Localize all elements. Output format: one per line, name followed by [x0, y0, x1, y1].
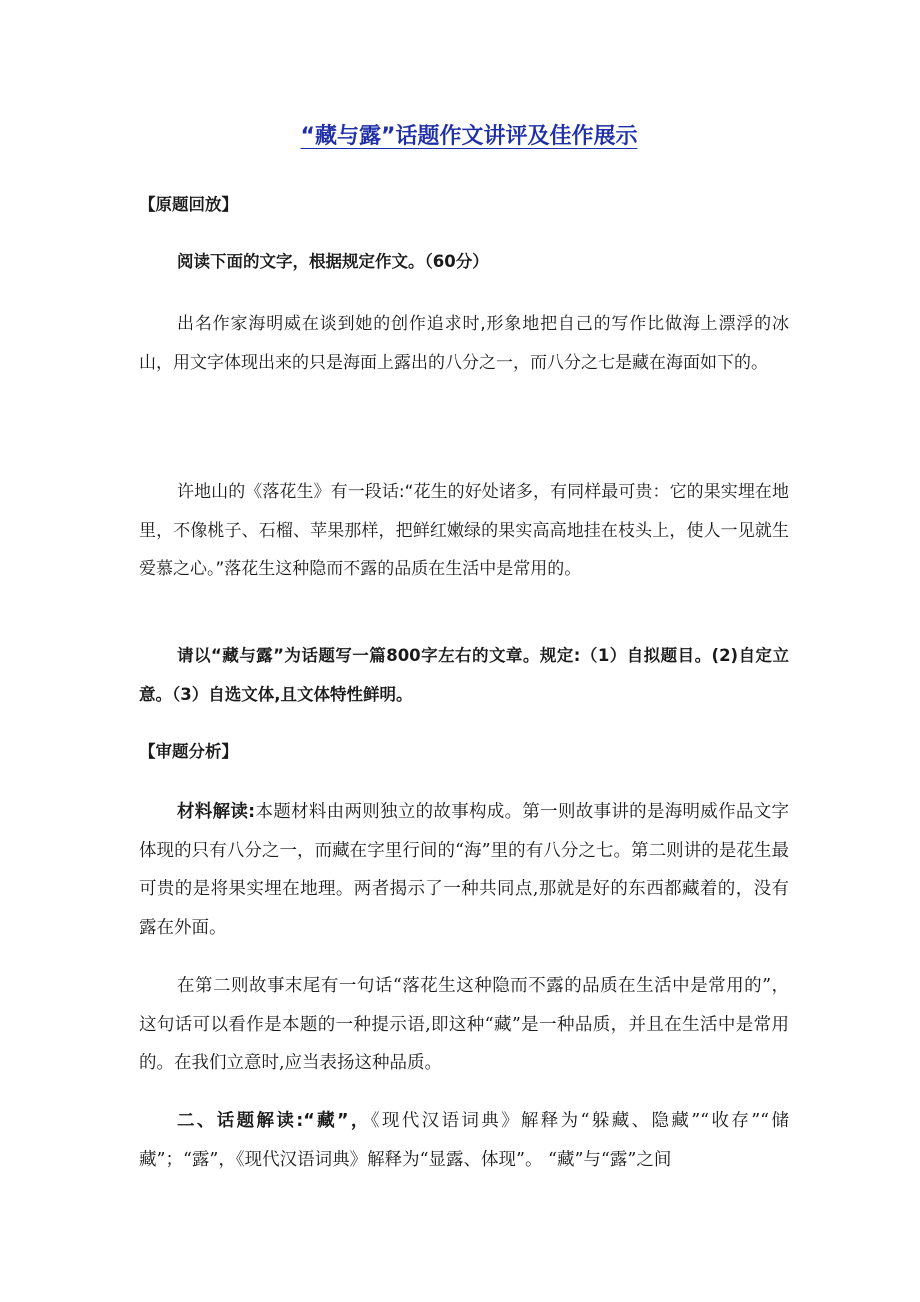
requirement-text: 请以“藏与露”为话题写一篇800字左右的文章。规定:（1）自拟题目。(2)自定立意。（3）自选文体,且文体特性鲜明。 — [139, 646, 789, 704]
section-heading-original: 【原题回放】 — [139, 195, 238, 214]
paragraph-luohuasheng: 许地山的《落花生》有一段话:“花生的好处诸多，有同样最可贵：它的果实埋在地里，不像桃子、石榴、苹果那样，把鲜红嫩绿的果实高高地挂在枝头上，使人一见就生爱慕之心。”落花生这种隐而不露的品质在生活中是常用的。 — [139, 482, 789, 579]
instruction-text: 阅读下面的文字，根据规定作文。（60分） — [177, 252, 489, 271]
paragraph-hemingway: 出名作家海明威在谈到她的创作追求时,形象地把自己的写作比做海上漂浮的冰山，用文字体现出来的只是海面上露出的八分之一，而八分之七是藏在海面如下的。 — [139, 314, 789, 373]
document-title — [0, 120, 920, 154]
topic-analysis-text: 《现代汉语词典》解释为“躲藏、隐藏”“收存”“储藏”；“露”，《现代汉语词典》解释为“显露、体现”。 “藏”与“露”之间 — [139, 1111, 789, 1170]
topic-analysis-lead: 二、话题解读:“藏”， — [177, 1111, 371, 1131]
material-analysis-paragraph — [139, 793, 789, 947]
paragraph-second-story: 在第二则故事末尾有一句话“落花生这种隐而不露的品质在生活中是常用的”，这句话可以看作是本题的一种提示语,即这种“藏”是一种品质，并且在生活中是常用的。在我们立意时,应当表扬这种品质。 — [139, 976, 789, 1073]
material-analysis-lead: 材料解读: — [177, 802, 256, 822]
section-heading-analysis: 【审题分析】 — [139, 742, 238, 761]
material-analysis-text: 本题材料由两则独立的故事构成。第一则故事讲的是海明威作品文字体现的只有八分之一，而藏在字里行间的“海”里的有八分之七。第二则讲的是花生最可贵的是将果实埋在地理。两者揭示了一种共同点,那就是好的东西都藏着的，没有露在外面。 — [139, 802, 790, 938]
topic-analysis-paragraph — [139, 1102, 789, 1179]
document-title-text: “藏与露”话题作文讲评及佳作展示 — [300, 124, 638, 149]
